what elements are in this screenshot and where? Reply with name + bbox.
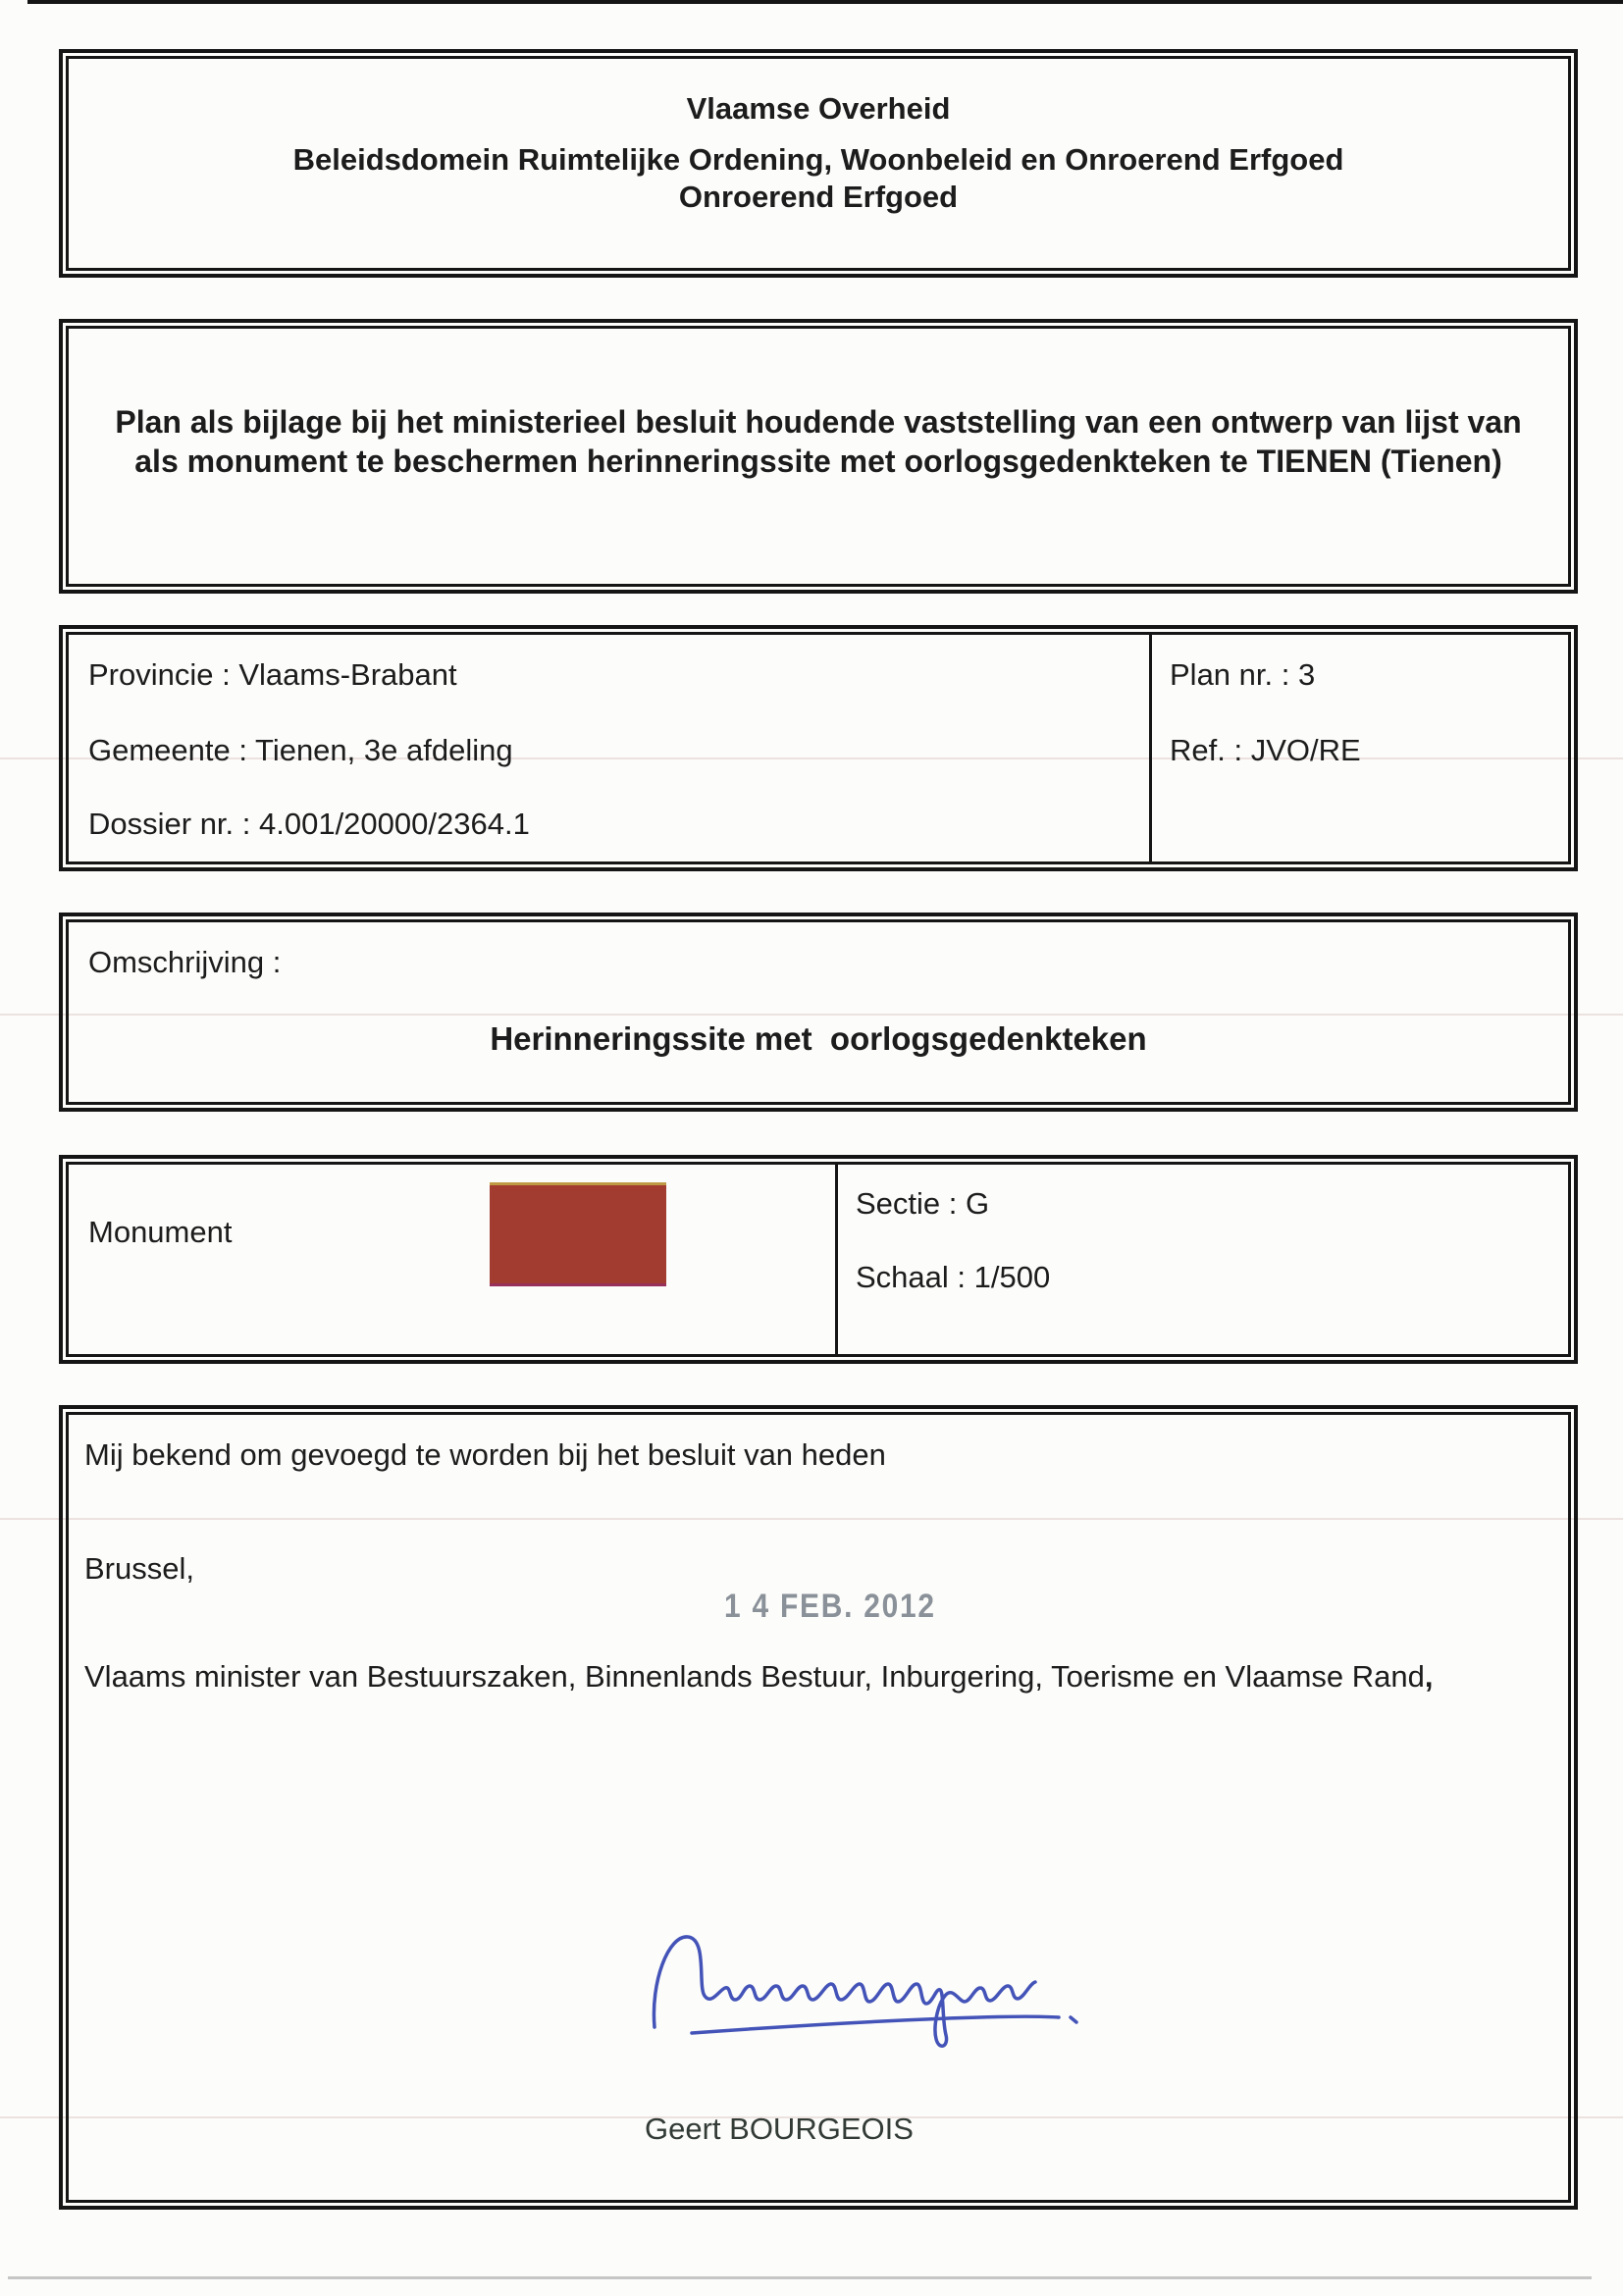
minister-title-text: Vlaams minister van Bestuurszaken, Binnenlands Bestuur, Inburgering, Toerisme en Vlaamse Rand xyxy=(84,1659,1425,1694)
description-label: Omschrijving : xyxy=(88,945,282,979)
plan-title-box-inner xyxy=(66,326,1571,587)
legend-item-label: Monument xyxy=(88,1215,233,1249)
description-value: Herinneringssite met oorlogsgedenkteken xyxy=(490,1020,1147,1057)
header-box xyxy=(59,49,1578,278)
plan-title-line1: Plan als bijlage bij het ministerieel besluit houdende vaststelling van een ontwerp van lijst van xyxy=(115,404,1522,440)
signature-box xyxy=(59,1405,1578,2210)
authority-title: Vlaamse Overheid xyxy=(686,91,951,126)
details-box-inner xyxy=(66,632,1571,864)
signature-underline xyxy=(692,2016,1059,2033)
signature-tick xyxy=(1071,2017,1076,2022)
plan-title-box xyxy=(59,319,1578,594)
dossier-field: Dossier nr. : 4.001/20000/2364.1 xyxy=(88,807,530,841)
description-box xyxy=(59,913,1578,1112)
place-line: Brussel, xyxy=(84,1551,194,1586)
municipality-field: Gemeente : Tienen, 3e afdeling xyxy=(88,733,513,767)
minister-title-comma: , xyxy=(1424,1659,1434,1694)
agency-title: Onroerend Erfgoed xyxy=(678,180,959,214)
province-field: Provincie : Vlaams-Brabant xyxy=(88,657,457,692)
signer-name: Geert BOURGEOIS xyxy=(645,2112,914,2146)
monument-color-swatch xyxy=(490,1182,666,1286)
legend-box xyxy=(59,1155,1578,1364)
plan-title-line2: als monument te beschermen herinneringssite met oorlogsgedenkteken te TIENEN (Tienen) xyxy=(134,444,1502,479)
signature-image xyxy=(643,1925,1084,2062)
minister-title-line xyxy=(84,1658,1434,1696)
description-box-inner xyxy=(66,919,1571,1105)
details-box xyxy=(59,625,1578,871)
page-top-rule xyxy=(27,0,1623,4)
header-box-inner xyxy=(66,56,1571,271)
signature-box-inner xyxy=(66,1412,1571,2203)
details-column-divider xyxy=(1149,635,1152,861)
schaal-field: Schaal : 1/500 xyxy=(856,1260,1051,1294)
plan-number-field: Plan nr. : 3 xyxy=(1170,657,1316,692)
department-title: Beleidsdomein Ruimtelijke Ordening, Woonbeleid en Onroerend Erfgoed xyxy=(292,142,1344,177)
sectie-field: Sectie : G xyxy=(856,1186,990,1221)
page-bottom-rule xyxy=(8,2276,1592,2279)
legend-box-inner xyxy=(66,1162,1571,1357)
date-stamp: 1 4 FEB. 2012 xyxy=(724,1588,936,1625)
statement-line: Mij bekend om gevoegd te worden bij het besluit van heden xyxy=(84,1437,886,1472)
legend-column-divider xyxy=(835,1165,838,1354)
reference-field: Ref. : JVO/RE xyxy=(1170,733,1361,767)
signature-scrawl xyxy=(654,1937,1035,2046)
